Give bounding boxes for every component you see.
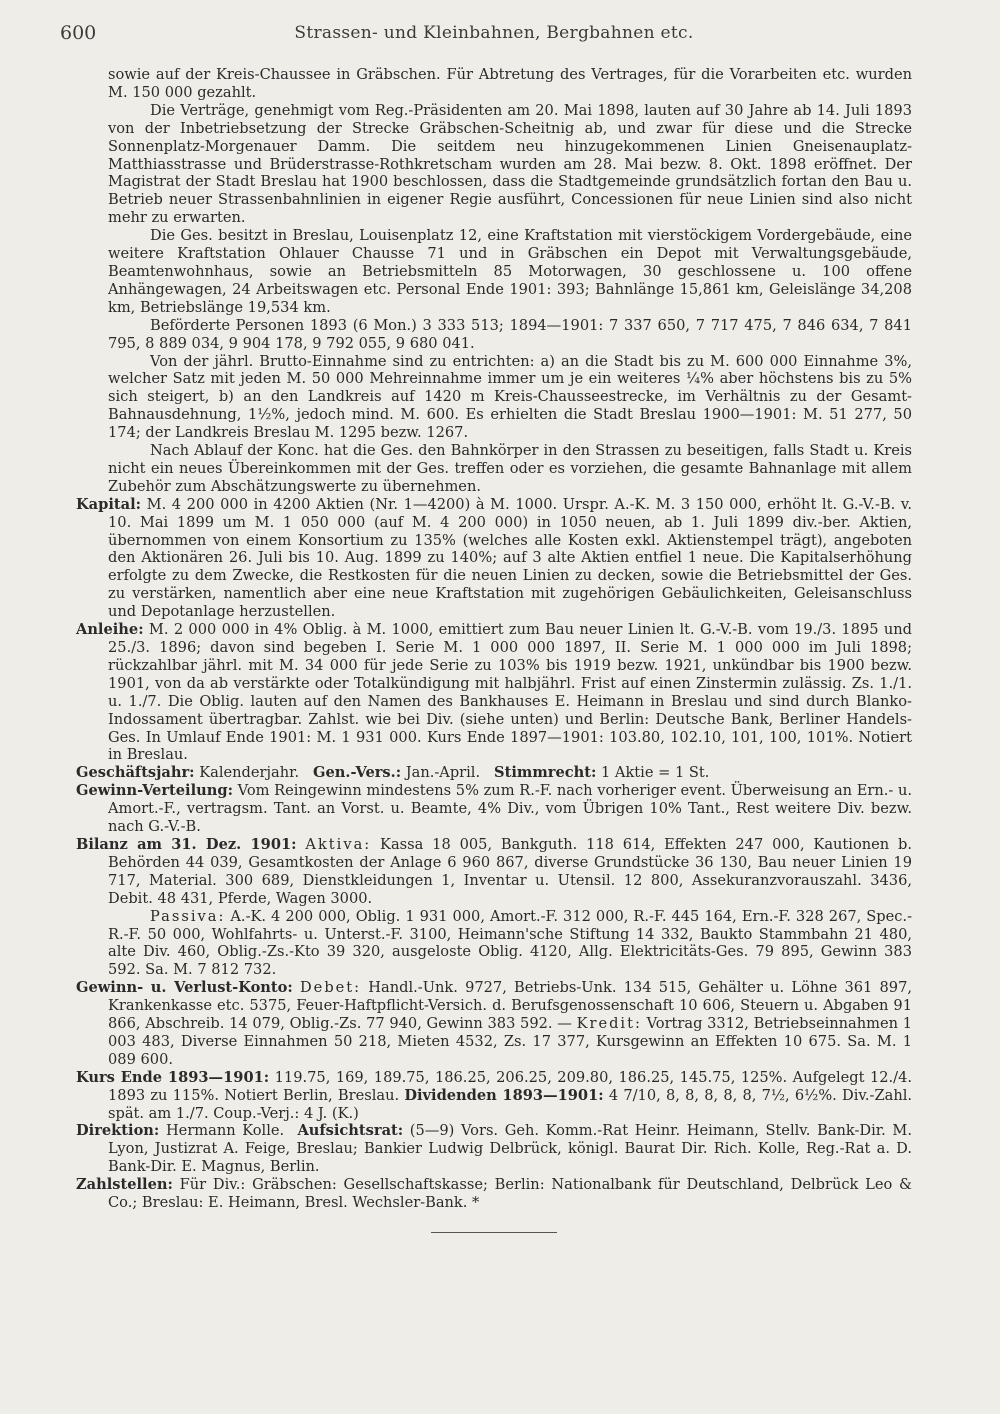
geschaeftsjahr-label: Geschäftsjahr: [76, 764, 195, 782]
direktion-entry [76, 1122, 912, 1176]
bilanz-label: Bilanz am 31. Dez. 1901: [76, 835, 297, 853]
kurs-text: 119.75, 169, 189.75, 186.25, 206.25, 209.80, 186.25, 145.75, 125%. Aufgelegt 12./4. 1893 zu 115%. Notiert Berlin, Breslau. [108, 1068, 913, 1104]
intro-paragraph-6: Nach Ablauf der Konc. hat die Ges. den Bahnkörper in den Strassen zu beseitigen, falls Stadt u. Kreis nicht ein neues Übereinkommen mit der Ges. treffen oder es vorziehen, die gesamte Bahnanlage mit allem Zubehör zum Abschätzungswerte zu übernehmen. [108, 442, 912, 495]
intro-paragraph-5: Von der jährl. Brutto-Einnahme sind zu entrichten: a) an die Stadt bis zu M. 600 000 Einnahme 3%, welcher Satz mit jeden M. 50 000 Mehreinnahme immer um je ein weiteres ¼% aber höchstens bis zu 5% sich steigert, b) an den Landkreis auf 1420 m Kreis-Chausseestrecke, im Verhältnis zu der Gesamt-Bahnausdehnung, 1½%, jedoch mind. M. 600. Es erhielten die Stadt Breslau 1900—1901: M. 51 277, 50 174; der Landkreis Breslau M. 1295 bezw. 1267. [108, 352, 912, 442]
dividenden-label: Dividenden 1893—1901: [404, 1086, 604, 1104]
kredit-label: Kredit: [576, 1015, 642, 1033]
debet-label: Debet: [299, 979, 362, 997]
anleihe-text: M. 2 000 000 in 4% Oblig. à M. 1000, emittiert zum Bau neuer Linien lt. G.-V.-B. vom 19./3. 1895 und 25./3. 1896; davon sind begeben I. Serie M. 1 000 000 1897, II. Serie M. 1 000 000 im Juli 1898; rückzahlbar jährl. mit M. 34 000 für jede Serie zu 103% bis 1919 bezw. 1921, unkündbar bis 1900 bezw. 1901, von da ab verstärkte oder Totalkündigung mit halbjährl. Frist auf einen Zinstermin zulässig. Zs. 1./1. u. 1./7. Die Oblig. lauten auf den Namen des Bankhauses E. Heimann in Breslau und sind durch Blanko-Indossament übertragbar. Zahlst. wie bei Div. (siehe unten) und Berlin: Deutsche Bank, Berliner Handels-Ges. In Umlauf Ende 1901: M. 1 931 000. Kurs Ende 1897—1901: 103.80, 102.10, 101, 100, 101%. Notiert in Breslau. [108, 621, 913, 764]
bilanz-entry [76, 836, 912, 908]
aktiva-text: Kassa 18 005, Bankguth. 118 614, Effekten 247 000, Kautionen b. Behörden 44 039, Gesamtkosten der Anlage 6 960 867, diverse Grundstücke 36 130, Bau neuer Linien 19 717, Material. 300 689, Dienstkleidungen 1, Inventar u. Utensil. 12 800, Assekuranzvorauszahl. 3436, Debit. 48 431, Pferde, Wagen 3000. [108, 835, 913, 907]
gewinn-verteilung-text: Vom Reingewinn mindestens 5% zum R.-F. nach vorheriger event. Überweisung an Ern.- u. Amort.-F., vertragsm. Tant. an Vorst. u. Beamte, 4% Div., vom Übrigen 10% Tant., Rest weitere Div. bezw. nach G.-V.-B. [108, 782, 913, 836]
page-header [60, 22, 912, 58]
kredit-text: Vortrag 3312, Betriebseinnahmen 1 003 483, Diverse Einnahmen 50 218, Mieten 4532, Zs. 17 377, Kursgewinn an Effekten 10 675. Sa. M. 1 089 600. [108, 1015, 913, 1068]
stimmrecht-label: Stimmrecht: [494, 764, 597, 782]
zahlstellen-label: Zahlstellen: [76, 1176, 173, 1194]
gewinn-verteilung-label: Gewinn-Verteilung: [76, 782, 233, 800]
article-body [76, 66, 912, 1233]
end-rule [431, 1232, 557, 1233]
passiva-text: A.-K. 4 200 000, Oblig. 1 931 000, Amort.-F. 312 000, R.-F. 445 164, Ern.-F. 328 267, Spec.-R.-F. 50 000, Wohlfahrts- u. Unterst.-F. 3100, Heimann'sche Stiftung 14 332, Baukto Stammbahn 21 480, alte Div. 460, Oblig.-Zs.-Kto 39 320, ausgeloste Oblig. 4120, Allg. Elektricitäts-Ges. 79 895, Gewinn 383 592. Sa. M. 7 812 732. [108, 907, 913, 979]
gen-vers-label: Gen.-Vers.: [313, 764, 402, 782]
zahlstellen-text: Für Div.: Gräbschen: Gesellschaftskasse; Berlin: Nationalbank für Deutschland, Delbrück Leo & Co.; Breslau: E. Heimann, Bresl. Wechsler-Bank. * [108, 1176, 913, 1212]
page-number: 600 [60, 22, 97, 44]
gv-konto-label: Gewinn- u. Verlust-Konto: [76, 979, 293, 997]
kapital-text: M. 4 200 000 in 4200 Aktien (Nr. 1—4200) à M. 1000. Urspr. A.-K. M. 3 150 000, erhöht lt. G.-V.-B. v. 10. Mai 1899 um M. 1 050 000 (auf M. 4 200 000) in 1050 neuen, ab 1. Juli 1899 div.-ber. Aktien, übernommen von einem Konsortium zu 135% (welches alle Kosten exkl. Aktienstempel trägt), angeboten den Aktionären 26. Juli bis 10. Aug. 1899 zu 140%; auf 3 alte Aktien entfiel 1 neue. Die Kapitalserhöhung erfolgte zu dem Zwecke, die Restkosten für die neuen Linien zu decken, sowie die Betriebsmittel der Ges. zu verstärken, namentlich aber eine neue Kraftstation mit zugehörigen Gebäulichkeiten, Geleisanschluss und Depotanlage herzustellen. [108, 495, 912, 621]
debet-text: Handl.-Unk. 9727, Betriebs-Unk. 134 515, Gehälter u. Löhne 361 897, Krankenkasse etc. 5375, Feuer-Haftpflicht-Versich. d. Berufsgenossenschaft 10 606, Steuern u. Abgaben 91 866, Abschreib. 14 079, Oblig.-Zs. 77 940, Gewinn 383 592. — [108, 979, 913, 1033]
intro-paragraph-3: Die Ges. besitzt in Breslau, Louisenplatz 12, eine Kraftstation mit vierstöckigem Vordergebäude, eine weitere Kraftstation Ohlauer Chausse 71 und in Gräbschen ein Depot mit Verwaltungsgebäude, Beamtenwohnhaus, sowie an Betriebsmitteln 85 Motorwagen, 30 geschlossene u. 100 offene Anhängewagen, 24 Arbeitswagen etc. Personal Ende 1901: 393; Bahnlänge 15,861 km, Geleislänge 34,208 km, Betriebslänge 19,534 km. [108, 227, 912, 316]
gewinn-verteilung-entry [76, 782, 912, 836]
intro-paragraph-1: sowie auf der Kreis-Chaussee in Gräbschen. Für Abtretung des Vertrages, für die Vorarbeiten etc. wurden M. 150 000 gezahlt. [108, 66, 912, 101]
anleihe-entry [76, 621, 912, 764]
gen-vers-text: Jan.-April. [405, 764, 481, 782]
stimmrecht-text: 1 Aktie = 1 St. [601, 764, 710, 782]
direktion-label: Direktion: [76, 1122, 160, 1140]
running-title: Strassen- und Kleinbahnen, Bergbahnen etc. [294, 23, 694, 43]
intro-paragraph-4: Beförderte Personen 1893 (6 Mon.) 3 333 513; 1894—1901: 7 337 650, 7 717 475, 7 846 634, 7 841 795, 8 889 034, 9 904 178, 9 792 055, 9 680 041. [108, 316, 912, 352]
passiva-label: Passiva: [150, 907, 226, 925]
passiva-entry [76, 908, 912, 980]
geschaeftsjahr-entry [76, 764, 912, 782]
geschaeftsjahr-text: Kalenderjahr. [199, 764, 300, 782]
aktiva-label: Aktiva: [305, 835, 372, 853]
kurs-entry [76, 1069, 912, 1123]
aufsichtsrat-label: Aufsichtsrat: [297, 1122, 404, 1140]
intro-section [76, 66, 912, 496]
aufsichtsrat-text: (5—9) Vors. Geh. Komm.-Rat Heinr. Heimann, Stellv. Bank-Dir. M. Lyon, Justizrat A. Feige, Breslau; Bankier Ludwig Delbrück, königl. Baurat Dir. Rich. Kolle, Reg.-Rat a. D. Bank-Dir. E. Magnus, Berlin. [108, 1122, 913, 1176]
dividenden-text: 4 7/10, 8, 8, 8, 8, 8, 7½, 6½%. Div.-Zahl. spät. am 1./7. Coup.-Verj.: 4 J. (K.) [108, 1086, 913, 1122]
anleihe-label: Anleihe: [76, 621, 144, 639]
gv-konto-entry [76, 979, 912, 1069]
kurs-label: Kurs Ende 1893—1901: [76, 1068, 270, 1086]
intro-paragraph-2: Die Verträge, genehmigt vom Reg.-Präsidenten am 20. Mai 1898, lauten auf 30 Jahre ab 14. Juli 1893 von der Inbetriebsetzung der Strecke Gräbschen-Scheitnig ab, und zwar für diese und die Strecke Sonnenplatz-Morgenauer Damm. Die seitdem neu hinzugekommenen Linien Gneisenauplatz-Matthiasstrasse und Brüderstrasse-Rothkretscham wurden am 28. Mai bezw. 8. Okt. 1898 eröffnet. Der Magistrat der Stadt Breslau hat 1900 beschlossen, dass die Stadtgemeinde grundsätzlich fortan den Bau u. Betrieb neuer Strassenbahnlinien in eigener Regie ausführt, Concessionen für neue Linien sind also nicht mehr zu erwarten. [108, 101, 912, 227]
direktion-text: Hermann Kolle. [165, 1122, 285, 1140]
kapital-entry [76, 496, 912, 621]
zahlstellen-entry [76, 1176, 912, 1212]
kapital-label: Kapital: [76, 495, 142, 513]
